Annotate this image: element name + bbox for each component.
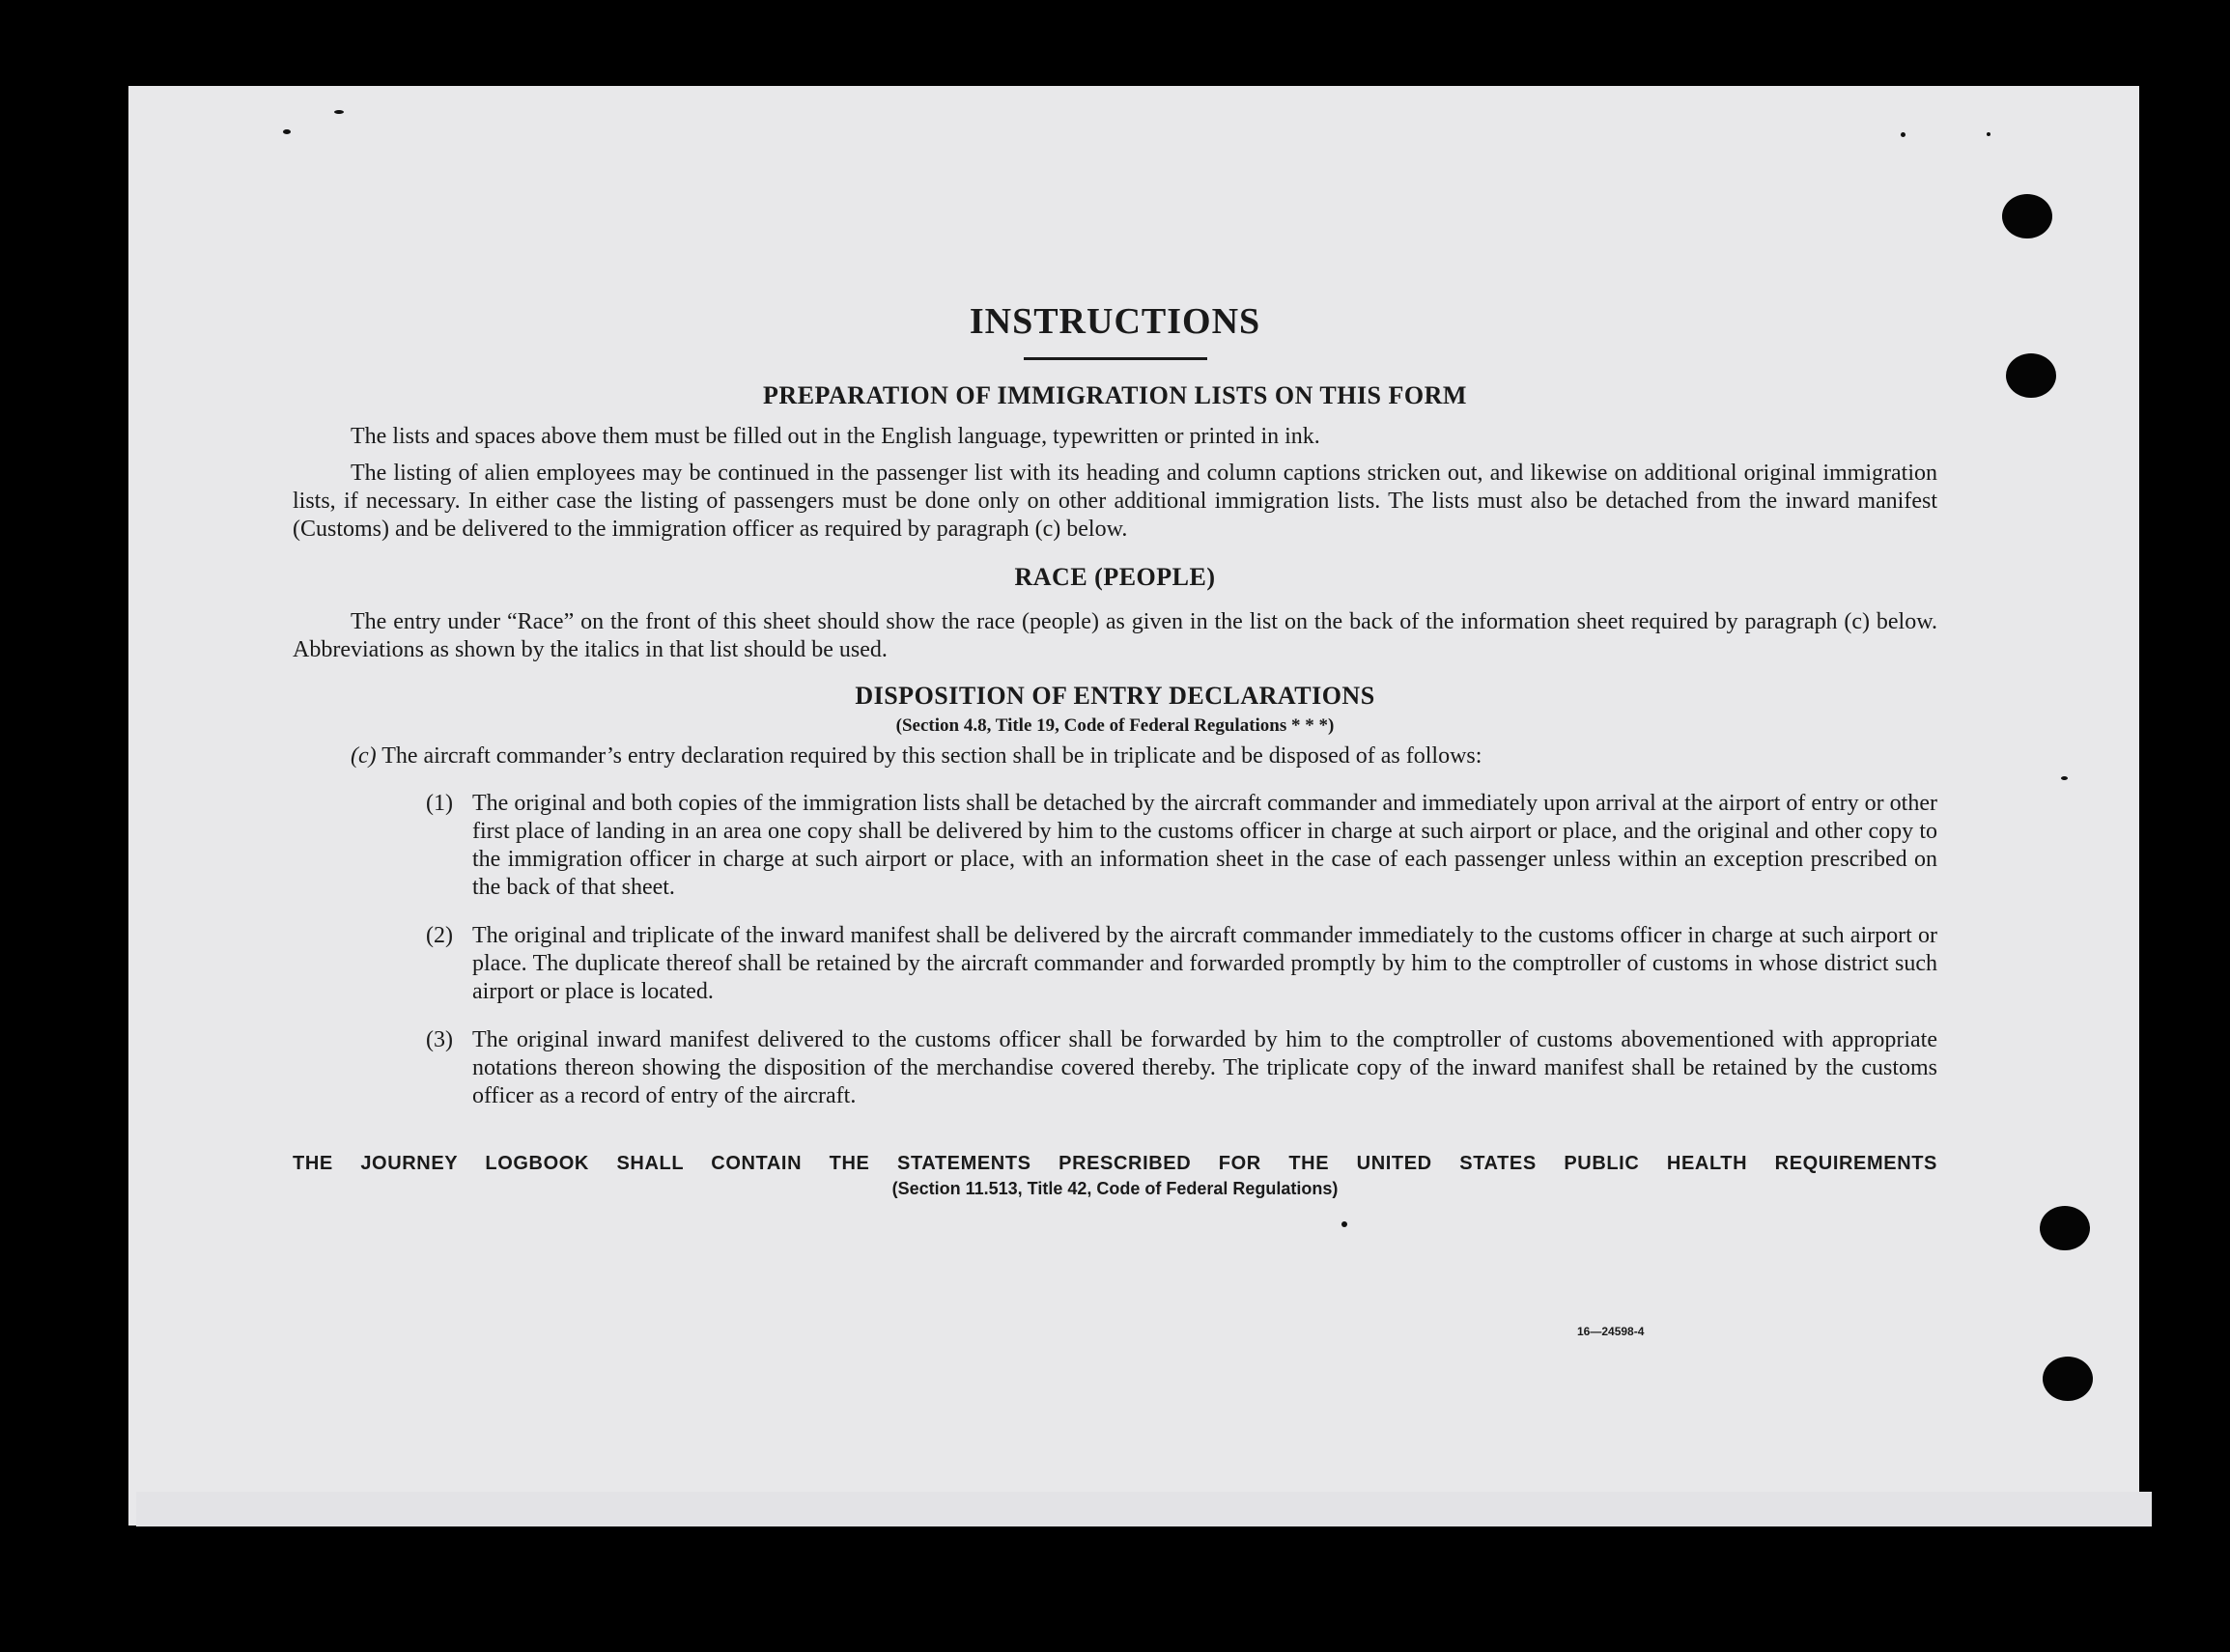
form-number: 16—24598-4 xyxy=(1577,1325,1645,1338)
page-bottom-edge xyxy=(136,1492,2152,1526)
item-number: (2) xyxy=(426,923,453,948)
scan-speck xyxy=(334,110,344,114)
section-heading-preparation: PREPARATION OF IMMIGRATION LISTS ON THIS FORM xyxy=(763,381,1467,409)
punch-hole xyxy=(2006,353,2056,398)
section-citation: (Section 4.8, Title 19, Code of Federal Regulations * * *) xyxy=(895,715,1335,736)
clause-c xyxy=(293,742,1937,770)
clause-label: (c) xyxy=(351,743,377,769)
list-item xyxy=(293,922,1937,1006)
item-text: The original and triplicate of the inward manifest shall be delivered by the aircraft commander immediately to the customs officer in charge at such airport or place. The duplicate thereof shall be retained by the aircraft commander and forwarded promptly by him to the comptroller of customs in whose district such airport or place is located. xyxy=(472,923,1937,1004)
list-item xyxy=(293,1026,1937,1110)
title-underline xyxy=(1024,357,1207,360)
item-number: (1) xyxy=(426,791,453,816)
paragraph-race: The entry under “Race” on the front of this sheet should show the race (people) as given in the list on the back of the information sheet required by paragraph (c) below. Abbreviations as shown by the italics in that list should be used. xyxy=(293,609,1937,662)
item-text: The original and both copies of the immigration lists shall be detached by the aircraft commander and immediately upon arrival at the airport of entry or other first place of landing in an area one copy shall be delivered by him to the customs officer in charge at such airport or place, and the original and other copy to the immigration officer in charge at such airport or place, with an information sheet in the case of each passenger unless within an exception prescribed on the back of that sheet. xyxy=(472,791,1937,900)
list-item xyxy=(293,790,1937,902)
footer-health-requirements: THE JOURNEY LOGBOOK SHALL CONTAIN THE STATEMENTS PRESCRIBED FOR THE UNITED STATES PUBLIC HEALTH REQUIREMENTS xyxy=(293,1153,1937,1174)
paragraph-language: The lists and spaces above them must be filled out in the English language, typewritten or printed in ink. xyxy=(351,424,1320,449)
item-text: The original inward manifest delivered to the customs officer shall be forwarded by him to the comptroller of customs abovementioned with appropriate notations thereon showing the disposition of the merchandise covered thereby. The triplicate copy of the inward manifest shall be retained by the customs officer as a record of entry of the aircraft. xyxy=(472,1027,1937,1108)
paragraph-alien-employees: The listing of alien employees may be continued in the passenger list with its heading and column captions stricken out, and likewise on additional original immigration lists, if necessary. In either case the listing of passengers must be done only on other additional immigration lists. The lists must also be detached from the inward manifest (Customs) and be delivered to the immigration officer as required by paragraph (c) below. xyxy=(293,461,1937,542)
scan-speck xyxy=(2061,776,2068,780)
item-number: (3) xyxy=(426,1027,453,1052)
document-content xyxy=(293,297,1937,1199)
section-heading-race: RACE (PEOPLE) xyxy=(1014,563,1216,591)
scan-speck xyxy=(1901,132,1905,137)
footer-citation: (Section 11.513, Title 42, Code of Federal Regulations) xyxy=(891,1179,1339,1198)
clause-text: The aircraft commander’s entry declaration required by this section shall be in triplicate and be disposed of as follows: xyxy=(381,743,1482,769)
section-heading-disposition: DISPOSITION OF ENTRY DECLARATIONS xyxy=(855,682,1375,710)
punch-hole xyxy=(2040,1206,2090,1250)
scan-speck xyxy=(1987,132,1990,136)
punch-hole xyxy=(2002,194,2052,238)
page-title: INSTRUCTIONS xyxy=(969,301,1261,342)
punch-hole xyxy=(2043,1357,2093,1401)
scan-speck xyxy=(283,129,291,134)
scan-speck xyxy=(1341,1221,1347,1227)
